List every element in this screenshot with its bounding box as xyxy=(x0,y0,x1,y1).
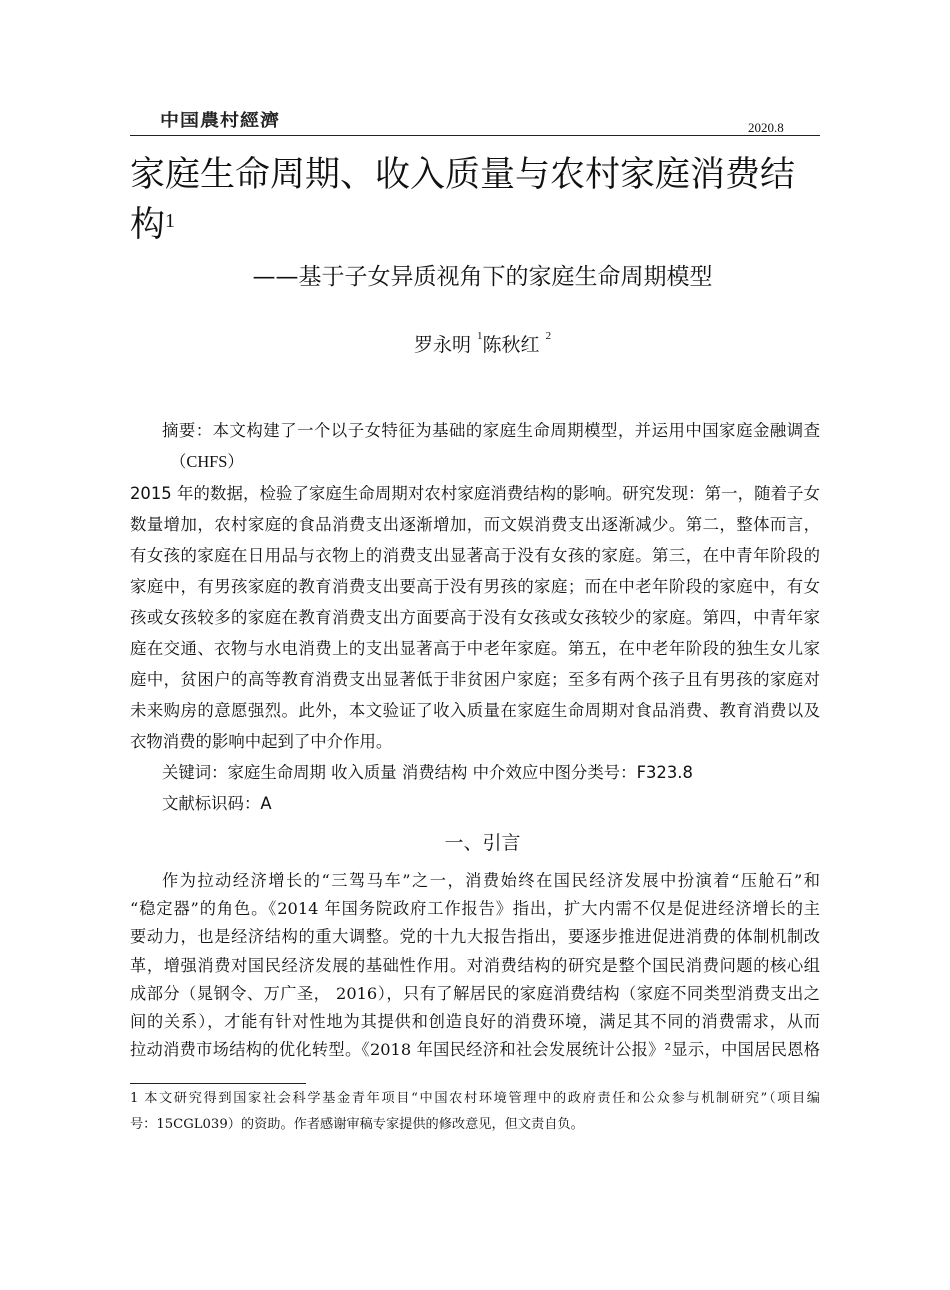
abstract-line: 数量增加，农村家庭的食品消费支出逐渐增加，而文娱消费支出逐渐减少。第二，整体而言， xyxy=(130,515,820,534)
abstract-line: 家庭中，有男孩家庭的教育消费支出要高于没有男孩的家庭；而在中老年阶段的家庭中，有女 xyxy=(130,577,820,596)
document-code: 文献标识码：A xyxy=(162,794,272,813)
footnote-line: 1 本文研究得到国家社会科学基金青年项目“中国农村环境管理中的政府责任和公众参与机制研究”（项目编 xyxy=(130,1091,820,1106)
abstract-line: 2015 年的数据，检验了家庭生命周期对农村家庭消费结构的影响。研究发现：第一，随着子女 xyxy=(130,484,820,503)
abstract-line: 庭中，贫困户的高等教育消费支出显著低于非贫困户家庭；至多有两个孩子且有男孩的家庭对 xyxy=(130,670,820,689)
author-name: 罗永明 xyxy=(413,334,471,356)
title-line-1: 家庭生命周期、收入质量与农村家庭消费结 xyxy=(130,155,796,195)
title-line-2-text: 构 xyxy=(130,205,166,245)
body-text xyxy=(130,868,820,1065)
abstract-line: 摘要：本文构建了一个以子女特征为基础的家庭生命周期模型，并运用中国家庭金融调查 xyxy=(162,421,820,440)
footnote xyxy=(130,1088,820,1140)
body-line: 间的关系），才能有针对性地为其提供和创造良好的消费环境，满足其不同的消费需求，从而 xyxy=(130,1011,820,1031)
body-line: 革，增强消费对国民经济发展的基础性作用。对消费结构的研究是整个国民消费问题的核心组 xyxy=(130,955,820,975)
footnote-rule xyxy=(130,1083,306,1084)
paper-subtitle: ——基于子女异质视角下的家庭生命周期模型 xyxy=(252,264,713,290)
author-name: 陈秋红 xyxy=(482,334,540,356)
header-rule xyxy=(130,135,820,136)
abstract-line xyxy=(130,449,820,481)
abstract-line: 未来购房的意愿强烈。此外，本文验证了收入质量在家庭生命周期对食品消费、教育消费以及 xyxy=(130,701,820,720)
journal-logo: 中国農村經濟 xyxy=(160,110,281,131)
body-line: 拉动消费市场结构的优化转型。《2018 年国民经济和社会发展统计公报》²显示，中国居民恩格 xyxy=(130,1040,820,1060)
body-line: “稳定器”的角色。《2014 年国务院政府工作报告》指出，扩大内需不仅是促进经济增长的主 xyxy=(130,899,820,919)
footnote-line: 号：15CGL039）的资助。作者感谢审稿专家提供的修改意见，但文责自负。 xyxy=(130,1117,584,1132)
abstract xyxy=(130,418,820,822)
keywords: 关键词：家庭生命周期 收入质量 消费结构 中介效应中图分类号：F323.8 xyxy=(162,763,693,782)
abstract-line: 有女孩的家庭在日用品与衣物上的消费支出显著高于没有女孩的家庭。第三，在中青年阶段的 xyxy=(130,546,820,565)
body-line: 成部分（晁钢令、万广圣， 2016），只有了解居民的家庭消费结构（家庭不同类型消费支出之 xyxy=(130,983,820,1003)
section-heading: 一、引言 xyxy=(444,832,521,854)
author-mark: 1 xyxy=(477,330,483,342)
abstract-line-text: （CHFS） xyxy=(170,452,244,471)
title-footnote-mark[interactable]: 1 xyxy=(165,210,176,232)
abstract-line: 孩或女孩较多的家庭在教育消费支出方面要高于没有女孩或女孩较少的家庭。第四，中青年家 xyxy=(130,608,820,627)
paper-title xyxy=(130,150,830,250)
title-line-2 xyxy=(130,200,830,250)
body-line: 作为拉动经济增长的“三驾马车”之一，消费始终在国民经济发展中扮演着“压舱石”和 xyxy=(162,871,820,890)
abstract-line: 衣物消费的影响中起到了中介作用。 xyxy=(130,732,393,751)
author-mark: 2 xyxy=(545,330,552,342)
abstract-line: 庭在交通、衣物与水电消费上的支出显著高于中老年家庭。第五，在中老年阶段的独生女儿家 xyxy=(130,639,820,658)
issue-number: 2020.8 xyxy=(748,120,784,135)
authors xyxy=(0,330,950,357)
body-line: 要动力，也是经济结构的重大调整。党的十九大报告指出，要逐步推进促进消费的体制机制改 xyxy=(130,927,820,947)
